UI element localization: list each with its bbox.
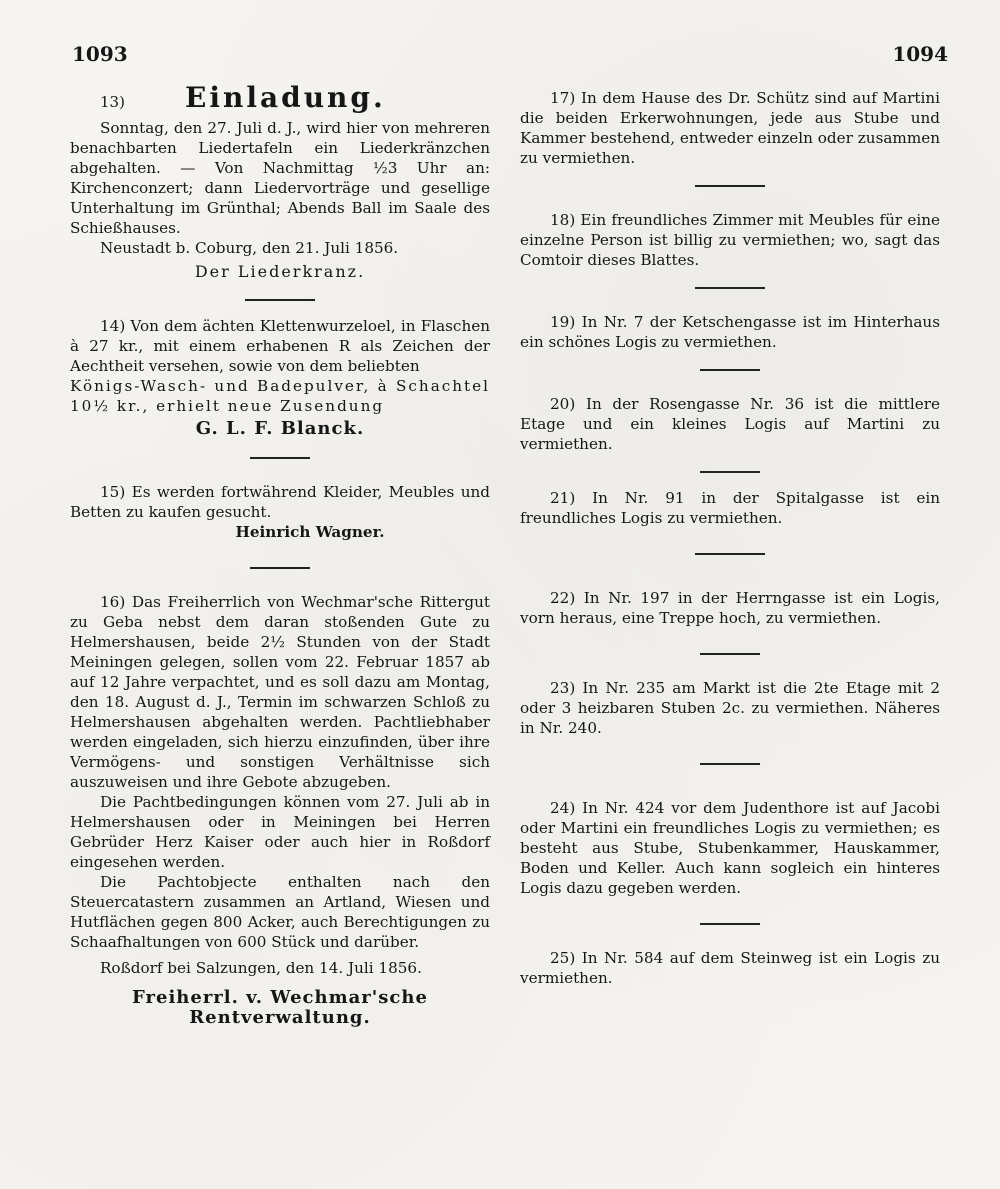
ad-body: 17) In dem Hause des Dr. Schütz sind auf Martini die beiden Erkerwohnungen, jede aus Stube und Kammer bestehend, entweder einzeln oder zusammen zu vermiethen.	[520, 89, 940, 167]
ad-body-continued: Königs-Wasch- und Badepulver, à Schachtel 10½ kr., erhielt neue Zusendung	[70, 377, 490, 415]
ad-body: 23) In Nr. 235 am Markt ist die 2te Etage mit 2 oder 3 heizbaren Stuben 2c. zu vermiethen. Näheres in Nr. 240.	[520, 679, 940, 737]
ad-13-invitation	[70, 81, 490, 282]
ad-body: 14) Von dem ächten Klettenwurzeloel, in Flaschen à 27 kr., mit einem erhabenen R als Zeichen der Aechtheit versehen, sowie von dem beliebten	[70, 317, 490, 375]
ad-23	[520, 678, 940, 738]
divider-rule	[70, 292, 490, 306]
ad-body: 15) Es werden fortwährend Kleider, Meubles und Betten zu kaufen gesucht.	[70, 483, 490, 521]
ad-body: 22) In Nr. 197 in der Herrngasse ist ein Logis, vorn heraus, eine Treppe hoch, zu vermiethen.	[520, 589, 940, 627]
ad-16-rittergut	[70, 592, 490, 1028]
ad-body: 19) In Nr. 7 der Ketschengasse ist im Hinterhaus ein schönes Logis zu vermiethen.	[520, 313, 940, 351]
ad-signature: Heinrich Wagner.	[235, 523, 385, 541]
divider-rule	[520, 546, 940, 560]
divider-rule	[520, 178, 940, 192]
ad-21	[520, 488, 940, 528]
ad-body: 25) In Nr. 584 auf dem Steinweg ist ein Logis zu vermiethen.	[520, 949, 940, 987]
ad-title: Einladung.	[185, 81, 386, 114]
divider-rule	[520, 464, 940, 478]
right-column	[520, 88, 940, 988]
ad-number: 13)	[100, 93, 125, 111]
ad-paragraph-2: Die Pachtbedingungen können vom 27. Juli ab in Helmershausen oder in Meiningen bei Herren Gebrüder Herz Kaiser oder auch hier in Roßdorf eingesehen werden.	[70, 793, 490, 871]
divider-rule	[520, 280, 940, 294]
ad-body: Sonntag, den 27. Juli d. J., wird hier von mehreren benachbarten Liedertafeln ein Liederkränzchen abgehalten. — Von Nachmittag ½3 Uhr an: Kirchenconzert; dann Liedervorträge und gesellige Unterhaltung im Grünthal; Abends Ball im Saale des Schießhauses.	[70, 119, 490, 237]
page-number-right: 1094	[892, 42, 948, 66]
divider-rule	[70, 560, 490, 574]
ad-place-date: Roßdorf bei Salzungen, den 14. Juli 1856.	[100, 959, 422, 977]
divider-rule	[520, 756, 940, 770]
ad-15-kleider	[70, 482, 490, 542]
ad-body: 24) In Nr. 424 vor dem Judenthore ist auf Jacobi oder Martini ein freundliches Logis zu vermiethen; es besteht aus Stube, Stubenkammer, Hauskammer, Boden und Keller. Auch kann sogleich ein hinteres Logis dazu gegeben werden.	[520, 799, 940, 897]
divider-rule	[70, 450, 490, 464]
ad-14-klettenwurzeloel	[70, 316, 490, 440]
ad-body: 20) In der Rosengasse Nr. 36 ist die mittlere Etage und ein kleines Logis auf Martini zu vermiethen.	[520, 395, 940, 453]
left-column	[70, 81, 490, 1028]
page-number-left: 1093	[72, 42, 128, 66]
divider-rule	[520, 362, 940, 376]
ad-25	[520, 948, 940, 988]
ad-20	[520, 394, 940, 454]
ad-paragraph-3: Die Pachtobjecte enthalten nach den Steuercatastern zusammen an Artland, Wiesen und Hutflächen gegen 800 Acker, auch Berechtigungen zu Schaafhaltungen von 600 Stück und darüber.	[70, 873, 490, 951]
ad-18	[520, 210, 940, 270]
ad-22	[520, 588, 940, 628]
ad-body: 21) In Nr. 91 in der Spitalgasse ist ein freundliches Logis zu vermiethen.	[520, 489, 940, 527]
ad-paragraph-1: 16) Das Freiherrlich von Wechmar'sche Rittergut zu Geba nebst dem daran stoßenden Gute zu Helmershausen, beide 2½ Stunden von der Stadt Meiningen gelegen, sollen vom 22. Februar 1857 ab auf 12 Jahre verpachtet, und es soll dazu am Montag, den 18. August d. J., Termin im schwarzen Schloß zu Helmershausen abgehalten werden. Pachtliebhaber werden eingeladen, sich hierzu einzufinden, über ihre Vermögens- und sonstigen Verhältnisse sich auszuweisen und ihre Gebote abzugeben.	[70, 593, 490, 791]
ad-place-date: Neustadt b. Coburg, den 21. Juli 1856.	[100, 239, 399, 257]
divider-rule	[520, 916, 940, 930]
ad-body: 18) Ein freundliches Zimmer mit Meubles für eine einzelne Person ist billig zu vermiethen; wo, sagt das Comtoir dieses Blattes.	[520, 211, 940, 269]
ad-17	[520, 88, 940, 168]
ad-19	[520, 312, 940, 352]
ad-signature: G. L. F. Blanck.	[195, 418, 365, 439]
ad-24	[520, 798, 940, 898]
divider-rule	[520, 646, 940, 660]
ad-signature: Der Liederkranz.	[194, 262, 366, 281]
ad-signature: Freiherrl. v. Wechmar'sche Rentverwaltung.	[132, 987, 428, 1028]
